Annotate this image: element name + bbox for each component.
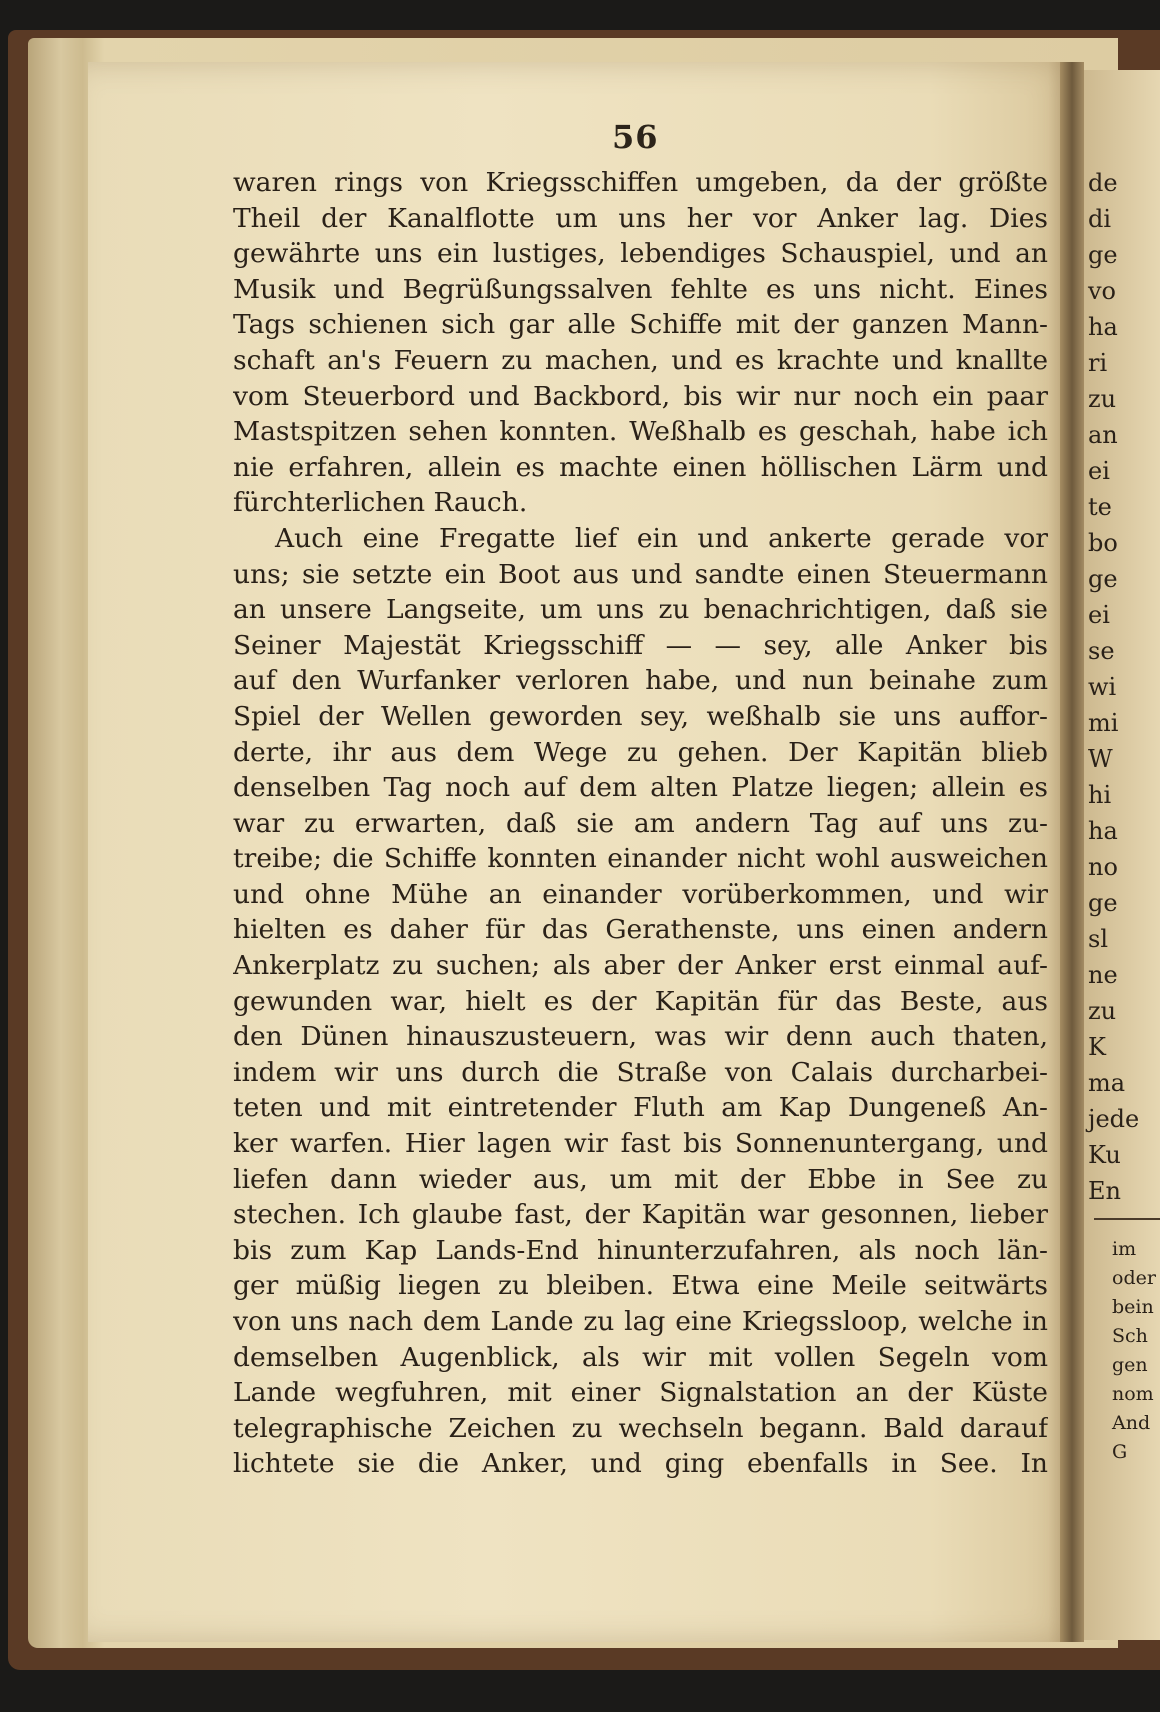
facing-page-line: mi	[1088, 709, 1119, 737]
facing-page-line: ge	[1088, 241, 1118, 269]
facing-page-line: ne	[1088, 961, 1118, 989]
page-body-text	[233, 165, 1048, 1482]
text-line: von uns nach dem Lande zu lag eine Kriegssloop, welche in	[233, 1306, 1048, 1337]
facing-page-line: di	[1088, 205, 1112, 233]
facing-page-rule	[1094, 1218, 1160, 1220]
text-line: teten und mit eintretender Fluth am Kap Dungeneß An-	[233, 1092, 1048, 1124]
facing-page-footnote-line: Sch	[1112, 1325, 1148, 1347]
facing-page-line: de	[1088, 169, 1118, 197]
facing-page-footnote-line: G	[1112, 1441, 1128, 1463]
facing-page-line: ei	[1088, 601, 1110, 629]
text-line: Mastspitzen sehen konnten. Weßhalb es geschah, habe ich	[233, 416, 1048, 448]
text-line: lichtete sie die Anker, und ging ebenfalls in See. In	[233, 1448, 1048, 1480]
text-line: bis zum Kap Lands-End hinunterzufahren, als noch län-	[233, 1234, 1048, 1266]
text-line: Lande wegfuhren, mit einer Signalstation an der Küste	[233, 1377, 1048, 1409]
facing-page-line: an	[1088, 421, 1118, 449]
text-line: liefen dann wieder aus, um mit der Ebbe in See zu	[233, 1163, 1048, 1195]
facing-page-line: W	[1088, 745, 1113, 773]
facing-page-line: te	[1088, 493, 1112, 521]
facing-page-line: jede	[1088, 1105, 1140, 1133]
facing-page-line: Ku	[1088, 1141, 1121, 1169]
text-line: Tags schienen sich gar alle Schiffe mit der ganzen Mann-	[233, 309, 1048, 341]
facing-page-line: ha	[1088, 817, 1118, 845]
facing-page-line: hi	[1088, 781, 1112, 809]
text-line: Theil der Kanalflotte um uns her vor Anker lag. Dies	[233, 202, 1048, 234]
text-line: treibe; die Schiffe konnten einander nicht wohl ausweichen	[233, 843, 1048, 875]
text-line: stechen. Ich glaube fast, der Kapitän war gesonnen, lieber	[233, 1199, 1048, 1231]
facing-page-footnote-line: And	[1112, 1412, 1151, 1434]
facing-page-line: ma	[1088, 1069, 1126, 1097]
facing-page-text	[1084, 165, 1139, 1209]
facing-page-line: En	[1088, 1177, 1121, 1205]
text-line: uns; sie setzte ein Boot aus und sandte einen Steuermann	[233, 558, 1048, 590]
facing-page-line: zu	[1088, 385, 1117, 413]
text-line: und ohne Mühe an einander vorüberkommen, und wir	[233, 878, 1048, 910]
facing-page-line: se	[1088, 637, 1115, 665]
text-line: ger müßig liegen zu bleiben. Etwa eine Meile seitwärts	[233, 1270, 1048, 1302]
text-line: gewunden war, hielt es der Kapitän für das Beste, aus	[233, 985, 1048, 1017]
text-line: auf den Wurfanker verloren habe, und nun beinahe zum	[233, 665, 1048, 697]
facing-page-line: sl	[1088, 925, 1108, 953]
text-line: den Dünen hinauszusteuern, was wir denn auch thaten,	[233, 1021, 1048, 1053]
text-line: Ankerplatz zu suchen; als aber der Anker erst einmal auf-	[233, 950, 1048, 982]
facing-page-line: bo	[1088, 529, 1118, 557]
text-line: fürchterlichen Rauch.	[233, 487, 528, 519]
facing-page-footnote-line: bein	[1112, 1296, 1154, 1318]
facing-page-line: wi	[1088, 673, 1117, 701]
facing-page-line: zu	[1088, 997, 1117, 1025]
facing-page-line: vo	[1088, 277, 1117, 305]
text-line: Spiel der Wellen geworden sey, weßhalb sie uns auffor-	[233, 700, 1048, 732]
facing-page-footnote	[1084, 1235, 1156, 1467]
facing-page-footnote-line: oder	[1112, 1267, 1156, 1289]
facing-page-line: ge	[1088, 889, 1118, 917]
text-line: waren rings von Kriegsschiffen umgeben, da der größte	[233, 167, 1048, 198]
text-line: denselben Tag noch auf dem alten Platze liegen; allein es	[233, 772, 1048, 804]
book-gutter	[1060, 62, 1084, 1642]
text-line: nie erfahren, allein es machte einen höllischen Lärm und	[233, 451, 1048, 483]
facing-page-line: K	[1088, 1033, 1106, 1061]
text-line: Auch eine Fregatte lief ein und ankerte gerade vor	[275, 522, 1048, 554]
text-line: telegraphische Zeichen zu wechseln begann. Bald darauf	[233, 1412, 1048, 1444]
page-number: 56	[612, 118, 659, 156]
text-line: war zu erwarten, daß sie am andern Tag auf uns zu-	[233, 807, 1048, 839]
facing-page-footnote-line: gen	[1112, 1354, 1148, 1376]
text-line: hielten es daher für das Gerathenste, uns einen andern	[233, 914, 1048, 946]
facing-page-edge	[1084, 70, 1160, 1640]
facing-page-footnote-line: nom	[1112, 1383, 1154, 1405]
text-line: Seiner Majestät Kriegsschiff — — sey, alle Anker bis	[233, 629, 1048, 661]
text-line: vom Steuerbord und Backbord, bis wir nur noch ein paar	[233, 380, 1048, 412]
text-line: demselben Augenblick, als wir mit vollen Segeln vom	[233, 1341, 1048, 1373]
facing-page-line: ri	[1088, 349, 1108, 377]
facing-page-line: ge	[1088, 565, 1118, 593]
text-line: indem wir uns durch die Straße von Calais durcharbei-	[233, 1056, 1048, 1088]
text-line: an unsere Langseite, um uns zu benachrichtigen, daß sie	[233, 594, 1048, 626]
facing-page-line: ei	[1088, 457, 1110, 485]
text-line: schaft an's Feuern zu machen, und es krachte und knallte	[233, 344, 1048, 376]
text-line: gewährte uns ein lustiges, lebendiges Schauspiel, und an	[233, 238, 1048, 270]
facing-page-footnote-line: im	[1112, 1238, 1137, 1260]
text-line: ker warfen. Hier lagen wir fast bis Sonnenuntergang, und	[233, 1128, 1048, 1160]
text-line: Musik und Begrüßungssalven fehlte es uns nicht. Eines	[233, 273, 1048, 305]
facing-page-line: no	[1088, 853, 1118, 881]
facing-page-line: ha	[1088, 313, 1118, 341]
text-line: derte, ihr aus dem Wege zu gehen. Der Kapitän blieb	[233, 736, 1048, 768]
